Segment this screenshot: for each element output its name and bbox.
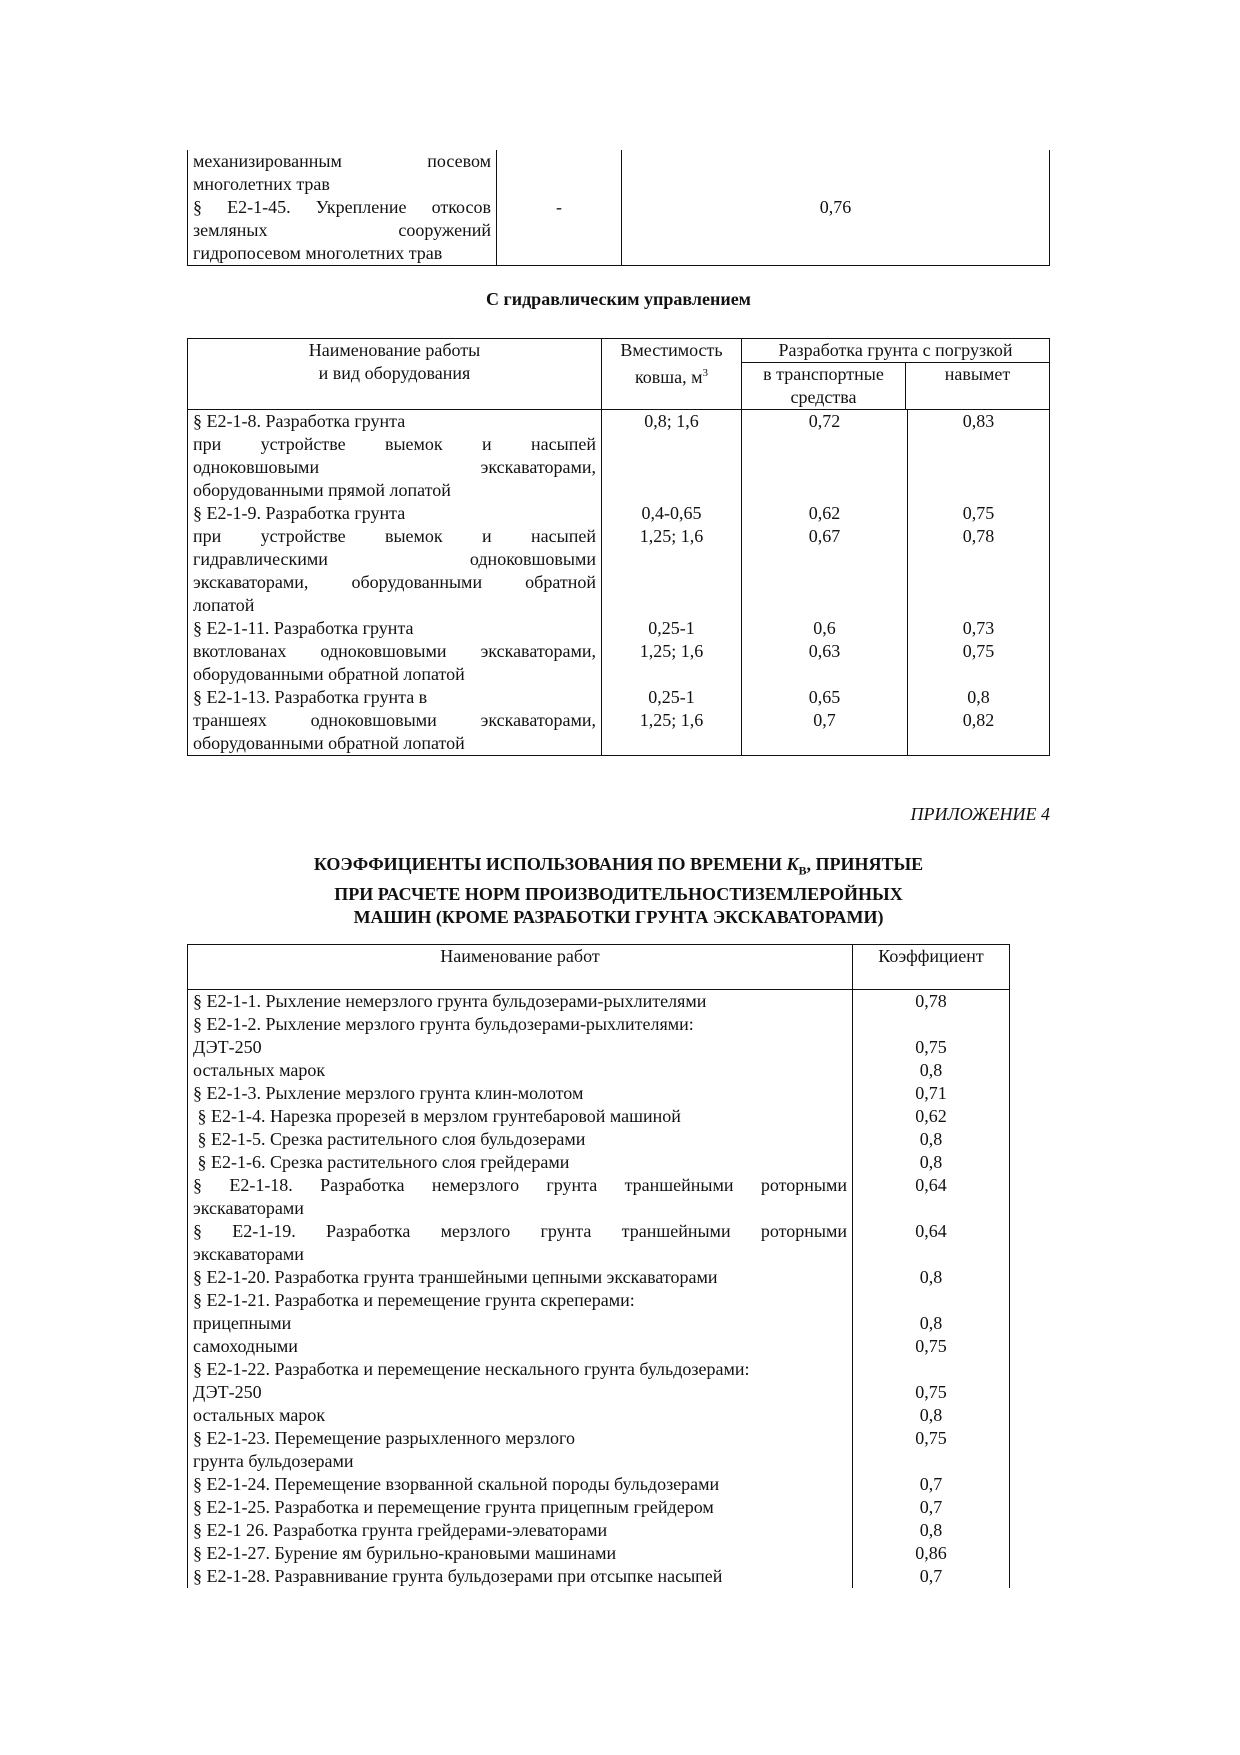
coefficient-cell: 0,62 [853,1105,1010,1128]
value-cell: 0,76 [622,150,1050,266]
work-name-cell [188,1266,853,1289]
value: 0,65 [808,687,841,707]
table-row [188,1473,1010,1496]
coefficient-cell: 0,7 [853,1565,1010,1588]
work-name-cell [188,1473,853,1496]
value: 0,25-1 [648,687,695,707]
text-line: траншеях одноковшовыми экскаваторами, [193,710,596,730]
value: 0,72 [808,411,841,431]
coefficient-cell: 0,7 [853,1496,1010,1519]
header-capacity [602,339,742,410]
coefficients-table [187,944,1010,1588]
header-work-name [188,339,602,410]
work-name-cell [188,1427,853,1473]
table-row [188,410,1050,756]
text-line: § Е2-1 26. Разработка грунта грейдерами-элеваторами [193,1520,608,1540]
coefficient-cell: 0,7 [853,1473,1010,1496]
value: 0,73 [962,618,995,638]
header-text: и вид оборудования [318,363,471,383]
table-row [188,1404,1010,1427]
coefficient-cell: 0,71 [853,1082,1010,1105]
section-heading: С гидравлическим управлением [486,289,751,309]
text-line: прицепными [193,1313,292,1333]
coefficient-cell: 0,64 [853,1220,1010,1266]
table-row [188,1358,1010,1381]
work-name-cell [188,1128,853,1151]
value: 0,6 [813,618,836,638]
value: 1,25; 1,6 [639,526,704,546]
header-text: Наименование работы [308,340,481,360]
table-row [188,1220,1010,1266]
text-line: § Е2-1-5. Срезка растительного слоя бульдозерами [193,1129,586,1149]
text-line: § Е2-1-2. Рыхление мерзлого грунта бульдозерами-рыхлителями: [193,1014,694,1034]
value: 0,8; 1,6 [644,411,699,431]
capacity-cell: - [497,150,622,266]
text-line: § Е2-1-28. Разравнивание грунта бульдозерами при отсыпке насыпей [193,1566,723,1586]
coefficient-cell: 0,78 [853,990,1010,1014]
coefficient-cell [853,1013,1010,1036]
text-line: § Е2-1-6. Срезка растительного слоя грейдерами [193,1152,570,1172]
work-name-cell [188,1381,853,1404]
table-row [188,1013,1010,1036]
text-line: оборудованными обратной лопатой [193,664,465,684]
work-name-cell [188,1404,853,1427]
text-line: § Е2-1-20. Разработка грунта траншейными цепными экскаваторами [193,1267,718,1287]
value: 0,7 [813,710,836,730]
work-name-cell [188,1312,853,1335]
work-name-cell [188,1519,853,1542]
header-text: ковша, м [634,367,703,387]
table-row [188,1427,1010,1473]
work-name-cell [188,1059,853,1082]
coefficient-cell: 0,86 [853,1542,1010,1565]
value: 0,25-1 [648,618,695,638]
table-row [188,1151,1010,1174]
work-name-cell [188,1220,853,1266]
value: 0,83 [962,411,995,431]
table-row [188,1174,1010,1220]
coefficient-cell: 0,75 [853,1427,1010,1473]
value: 0,67 [808,526,841,546]
text-line: лопатой [193,595,255,615]
text-line: остальных марок [193,1405,326,1425]
table-row [188,150,1050,266]
coefficient-cell: 0,64 [853,1174,1010,1220]
title-text: , ПРИНЯТЫЕ [806,854,924,874]
capacity-cell [602,410,742,756]
coefficients-body [188,990,1010,1589]
value: 0,82 [962,710,995,730]
header-coefficient: Коэффициент [853,945,1010,990]
header-excavation [742,339,1050,410]
text-line: гидропосевом многолетних трав [193,243,443,263]
appendix-label: ПРИЛОЖЕНИЕ 4 [910,804,1050,824]
work-name-cell [188,1565,853,1588]
text-line: остальных марок [193,1060,326,1080]
value: 0,62 [808,503,841,523]
text-line: оборудованными прямой лопатой [193,480,451,500]
text-line: § Е2-1-11. Разработка грунта [193,618,414,638]
title-text: ПРИ РАСЧЕТЕ НОРМ ПРОИЗВОДИТЕЛЬНОСТИЗЕМЛЕРОЙНЫХ [334,883,903,904]
header-text: Вместимость [620,340,723,360]
table-row [188,1519,1010,1542]
text-line: § Е2-1-21. Разработка и перемещение грунта скреперами: [193,1290,635,1310]
text-line: экскаваторами, оборудованными обратной [193,572,596,592]
text-line: механизированным посевом [193,151,491,171]
work-name-cell [188,1542,853,1565]
text-line: при устройстве выемок и насыпей [193,526,596,546]
title-text: МАШИН (КРОМЕ РАЗРАБОТКИ ГРУНТА ЭКСКАВАТОРАМИ) [353,906,884,927]
coefficient-cell: 0,75 [853,1036,1010,1059]
table-row [188,1289,1010,1312]
text-line: § Е2-1-25. Разработка и перемещение грунта прицепным грейдером [193,1497,714,1517]
coefficient-cell: 0,8 [853,1059,1010,1082]
work-name-cell [188,1289,853,1312]
text-line: оборудованными обратной лопатой [193,733,465,753]
table-row [188,1036,1010,1059]
value: 0,8 [967,687,990,707]
title-text: K [786,854,799,874]
title-text: B [798,863,807,878]
header-text: в транспортные средства [742,363,906,409]
coefficient-cell: 0,75 [853,1335,1010,1358]
text-line: § Е2-1-1. Рыхление немерзлого грунта бульдозерами-рыхлителями [193,991,707,1011]
table-row [188,1082,1010,1105]
table-row [188,1335,1010,1358]
header-text: навымет [944,364,1011,384]
table-row [188,1105,1010,1128]
text-line: одноковшовыми экскаваторами, [193,457,596,477]
table-row [188,1059,1010,1082]
coefficient-cell [853,1358,1010,1381]
work-name-cell [188,1174,853,1220]
work-name-cell [188,150,497,266]
coefficient-cell [853,1289,1010,1312]
superscript: 3 [702,367,709,379]
text-line: экскаваторами [193,1244,304,1264]
table-row [188,1542,1010,1565]
table-row [188,1381,1010,1404]
table-row [188,1565,1010,1588]
coefficient-cell: 0,8 [853,1312,1010,1335]
text-line: ДЭТ-250 [193,1382,262,1402]
text-line: экскаваторами [193,1198,304,1218]
value: 0,75 [962,503,995,523]
header-work-names: Наименование работ [188,945,853,990]
text-line: § Е2-1-3. Рыхление мерзлого грунта клин-молотом [193,1083,584,1103]
coefficient-cell: 0,8 [853,1404,1010,1427]
table-row [188,1128,1010,1151]
value: 1,25; 1,6 [639,710,704,730]
table-header-row [188,945,1010,990]
text-line: § Е2-1-4. Нарезка прорезей в мерзлом грунтебаровой машиной [193,1106,681,1126]
coefficient-cell: 0,8 [853,1519,1010,1542]
value: 1,25; 1,6 [639,641,704,661]
coefficient-cell: 0,75 [853,1381,1010,1404]
work-name-cell [188,1082,853,1105]
text-line: § Е2-1-27. Бурение ям бурильно-крановыми машинами [193,1543,617,1563]
coefficient-cell: 0,8 [853,1128,1010,1151]
work-name-cell [188,1036,853,1059]
transport-cell [742,410,908,756]
work-name-cell [188,1335,853,1358]
text-line: § Е2-1-22. Разработка и перемещение нескального грунта бульдозерами: [193,1359,750,1379]
text-line: § Е2-1-23. Перемещение разрыхленного мерзлого [193,1428,575,1448]
work-name-cell [188,990,853,1014]
title-text: КОЭФФИЦИЕНТЫ ИСПОЛЬЗОВАНИЯ ПО ВРЕМЕНИ [313,854,787,874]
text-line: вкотлованах одноковшовыми экскаваторами, [193,641,596,661]
work-name-cell [188,1105,853,1128]
text-line: самоходными [193,1336,298,1356]
coefficient-cell: 0,8 [853,1151,1010,1174]
table-row [188,1312,1010,1335]
text-line: § Е2-1-18. Разработка немерзлого грунта траншейными роторными [193,1175,847,1195]
table-header-row [188,339,1050,410]
text-line: § Е2-1-9. Разработка грунта [193,503,406,523]
text-line: § Е2-1-19. Разработка мерзлого грунта траншейными роторными [193,1221,847,1241]
continuation-table [187,150,1050,266]
header-text: Разработка грунта с погрузкой [778,340,1013,360]
value: 0,75 [962,641,995,661]
text-line: грунта бульдозерами [193,1451,354,1471]
text-line: ДЭТ-250 [193,1037,262,1057]
coefficient-cell: 0,8 [853,1266,1010,1289]
hydraulic-table [187,338,1050,756]
work-name-cell [188,1151,853,1174]
table-row [188,990,1010,1014]
table-row [188,1496,1010,1519]
text-line: многолетних трав [193,174,330,194]
work-name-cell [188,1013,853,1036]
text-line: гидравлическими одноковшовыми [193,549,596,569]
work-name-cell [188,1358,853,1381]
value: 0,78 [962,526,995,546]
dump-cell [908,410,1050,756]
value: 0,4-0,65 [641,503,702,523]
text-line: § Е2-1-8. Разработка грунта [193,411,406,431]
work-name-cell [188,410,602,756]
text-line: § Е2-1-45. Укрепление откосов [193,197,491,217]
text-line: § Е2-1-13. Разработка грунта в [193,687,428,707]
text-line: при устройстве выемок и насыпей [193,434,596,454]
table-row [188,1266,1010,1289]
text-line: земляных сооружений [193,220,491,240]
main-title [187,853,1050,929]
work-name-cell [188,1496,853,1519]
text-line: § Е2-1-24. Перемещение взорванной скальной породы бульдозерами [193,1474,720,1494]
value: 0,63 [808,641,841,661]
